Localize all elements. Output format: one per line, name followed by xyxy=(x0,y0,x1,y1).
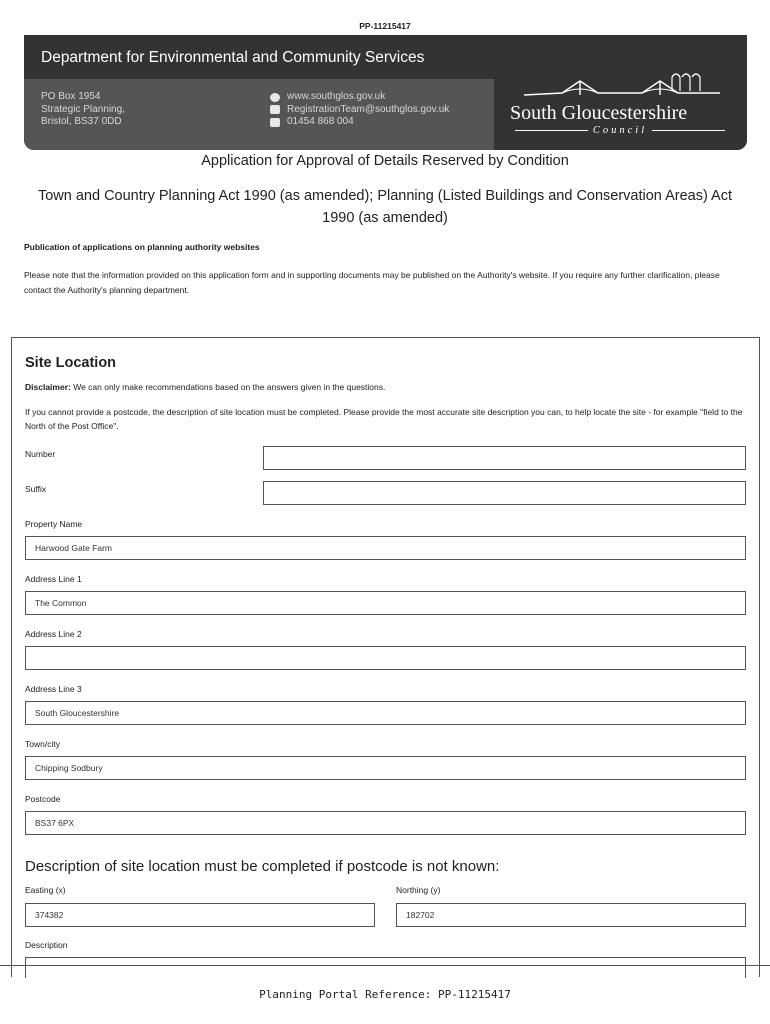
town-label: Town/city xyxy=(25,739,60,749)
website-link[interactable]: www.southglos.gov.uk xyxy=(287,91,386,102)
logo-rule-left xyxy=(515,130,588,131)
address-line: Strategic Planning, xyxy=(41,103,125,115)
council-header xyxy=(24,35,747,150)
address-line-2-label: Address Line 2 xyxy=(25,629,82,639)
phone-row xyxy=(270,116,449,129)
council-word: Council xyxy=(592,125,648,136)
site-location-section xyxy=(11,337,760,977)
website-row[interactable] xyxy=(270,91,449,104)
council-subtitle xyxy=(510,125,730,136)
logo-rule-right xyxy=(652,130,725,131)
address-line-1-label: Address Line 1 xyxy=(25,574,82,584)
description-field[interactable] xyxy=(25,957,746,978)
easting-label: Easting (x) xyxy=(25,885,66,895)
number-label: Number xyxy=(25,449,56,459)
property-name-label: Property Name xyxy=(25,519,83,529)
address-line-1-field[interactable]: The Common xyxy=(25,591,746,615)
phone-icon xyxy=(270,118,280,127)
contact-bar xyxy=(24,79,494,150)
site-help-text: If you cannot provide a postcode, the description of site location must be completed. Please provide the most accurate site description you can, to help locate the site - for example "field to the North of the Post Office". xyxy=(25,407,743,431)
number-field[interactable] xyxy=(263,446,746,470)
envelope-icon xyxy=(270,105,280,114)
disclaimer-text: We can only make recommendations based on the answers given in the questions. xyxy=(70,382,386,392)
postal-address xyxy=(41,91,125,129)
description-label: Description xyxy=(25,940,68,950)
postcode-label: Postcode xyxy=(25,794,61,804)
address-line: Bristol, BS37 0DD xyxy=(41,116,122,127)
town-field[interactable]: Chipping Sodbury xyxy=(25,756,746,780)
globe-icon xyxy=(270,93,280,102)
easting-field[interactable]: 374382 xyxy=(25,903,375,927)
act-title: Town and Country Planning Act 1990 (as amended); Planning (Listed Buildings and Conservation Areas) Act 1990 (as amended) xyxy=(37,188,732,226)
department-bar xyxy=(24,35,494,79)
department-title: Department for Environmental and Community Services xyxy=(41,49,425,66)
bridge-logo-icon xyxy=(522,69,722,99)
northing-field[interactable]: 182702 xyxy=(396,903,746,927)
publication-text: Please note that the information provided on this application form and in supporting documents may be published on the Authority's website. If you require any further clarification, please contact the Authority's planning department. xyxy=(24,270,720,295)
council-name: South Gloucestershire xyxy=(510,102,688,124)
email-row[interactable] xyxy=(270,104,449,117)
page-bottom-rule xyxy=(0,965,770,966)
postcode-field[interactable]: BS37 6PX xyxy=(25,811,746,835)
address-line: PO Box 1954 xyxy=(41,91,101,102)
disclaimer xyxy=(25,382,385,392)
contact-details xyxy=(270,91,449,129)
address-line-3-field[interactable]: South Gloucestershire xyxy=(25,701,746,725)
description-heading: Description of site location must be completed if postcode is not known: xyxy=(25,858,500,875)
property-name-field[interactable]: Harwood Gate Farm xyxy=(25,536,746,560)
address-line-2-field[interactable] xyxy=(25,646,746,670)
council-logo xyxy=(494,35,747,150)
suffix-field[interactable] xyxy=(263,481,746,505)
footer-reference: Planning Portal Reference: PP-11215417 xyxy=(259,988,511,1001)
northing-label: Northing (y) xyxy=(396,885,441,895)
application-title: Application for Approval of Details Reserved by Condition xyxy=(201,153,569,169)
suffix-label: Suffix xyxy=(25,484,47,494)
reference-top: PP-11215417 xyxy=(359,21,411,31)
publication-heading: Publication of applications on planning authority websites xyxy=(24,242,260,252)
phone-number: 01454 868 004 xyxy=(287,116,354,127)
address-line-3-label: Address Line 3 xyxy=(25,684,82,694)
email-link[interactable]: RegistrationTeam@southglos.gov.uk xyxy=(287,103,450,115)
section-title: Site Location xyxy=(25,355,117,371)
disclaimer-label: Disclaimer: xyxy=(25,382,71,392)
